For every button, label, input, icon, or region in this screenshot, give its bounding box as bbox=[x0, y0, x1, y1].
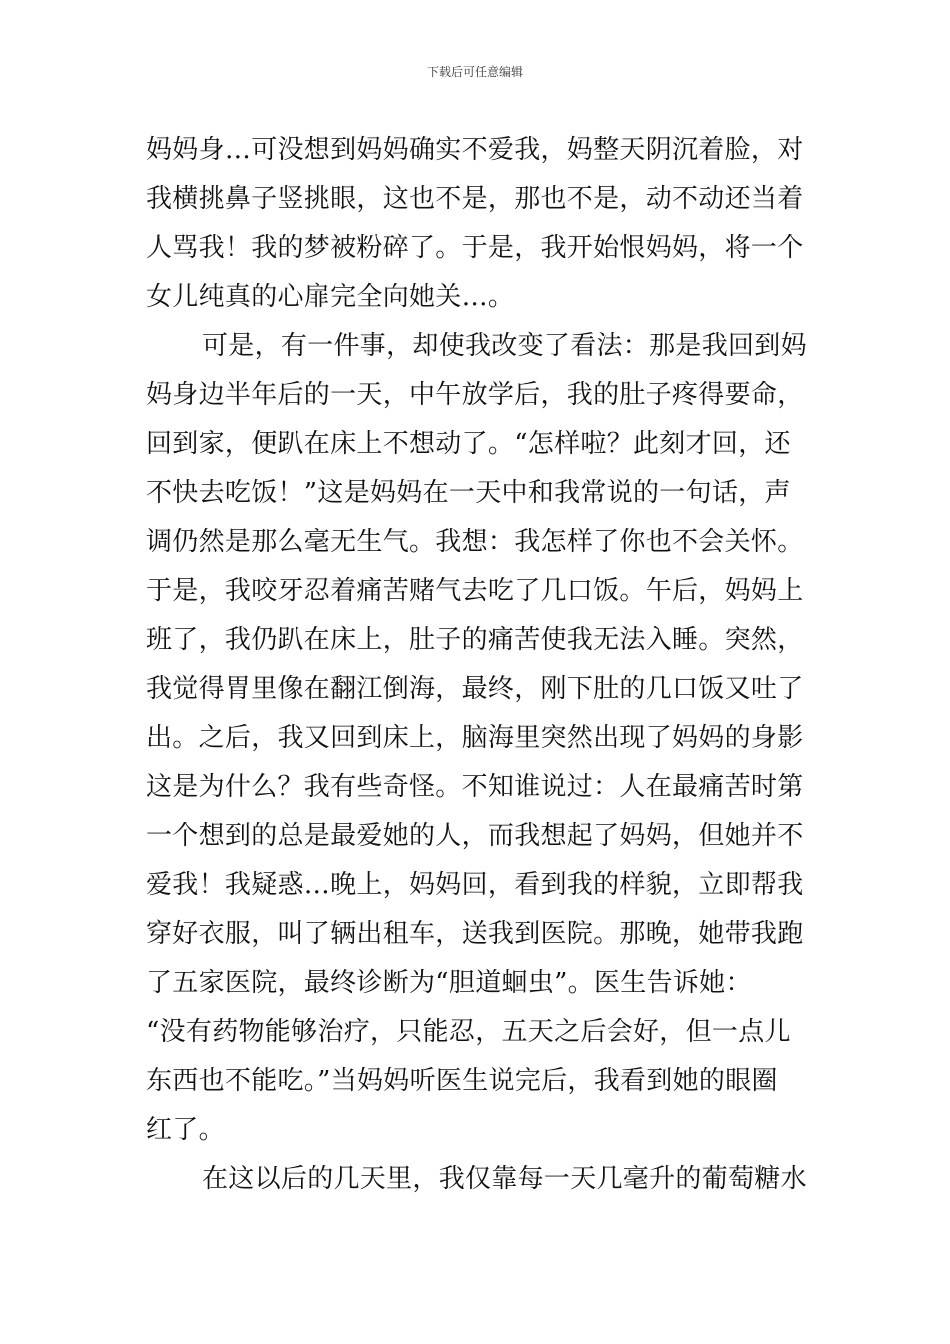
body-text bbox=[146, 126, 810, 1204]
text-line: 出。之后，我又回到床上，脑海里突然出现了妈妈的身影 bbox=[146, 723, 804, 753]
text-line: 了五家医院，最终诊断为“胆道蛔虫”。医生告诉她： bbox=[146, 968, 752, 998]
text-line: 我觉得胃里像在翻江倒海，最终，刚下肚的几口饭又吐了 bbox=[146, 674, 804, 704]
text-line: 爱我！我疑惑…晚上，妈妈回，看到我的样貌，立即帮我 bbox=[146, 870, 804, 900]
text-line: 这是为什么？我有些奇怪。不知谁说过：人在最痛苦时第 bbox=[146, 772, 804, 802]
text-line: 妈妈身…可没想到妈妈确实不爱我，妈整天阴沉着脸，对 bbox=[146, 135, 804, 165]
text-line: 穿好衣服，叫了辆出租车，送我到医院。那晚，她带我跑 bbox=[146, 919, 804, 949]
text-line: 妈身边半年后的一天，中午放学后，我的肚子疼得要命， bbox=[146, 380, 804, 410]
text-line: 一个想到的总是最爱她的人，而我想起了妈妈，但她并不 bbox=[146, 821, 804, 851]
text-line: 女儿纯真的心扉完全向她关…。 bbox=[146, 282, 515, 312]
page-header: 下载后可任意编辑 bbox=[426, 65, 523, 79]
text-line: 调仍然是那么毫无生气。我想：我怎样了你也不会关怀。 bbox=[146, 527, 804, 557]
paragraph-first-line: 在这以后的几天里，我仅靠每一天几毫升的葡萄糖水 bbox=[202, 1164, 807, 1194]
text-line: 不快去吃饭！”这是妈妈在一天中和我常说的一句话，声 bbox=[146, 478, 791, 508]
text-line: 班了，我仍趴在床上，肚子的痛苦使我无法入睡。突然， bbox=[146, 625, 804, 655]
text-line: 东西也不能吃。”当妈妈听医生说完后，我看到她的眼圈 bbox=[146, 1066, 778, 1096]
text-line: 红了。 bbox=[146, 1115, 225, 1145]
text-line: “没有药物能够治疗，只能忍，五天之后会好，但一点儿 bbox=[146, 1017, 791, 1047]
paragraph-first-line: 可是，有一件事，却使我改变了看法：那是我回到妈 bbox=[202, 331, 807, 361]
text-line: 回到家，便趴在床上不想动了。“怎样啦？此刻才回，还 bbox=[146, 429, 791, 459]
text-line: 我横挑鼻子竖挑眼，这也不是，那也不是，动不动还当着 bbox=[146, 184, 804, 214]
text-line: 人骂我！我的梦被粉碎了。于是，我开始恨妈妈，将一个 bbox=[146, 233, 804, 263]
text-line: 于是，我咬牙忍着痛苦赌气去吃了几口饭。午后，妈妈上 bbox=[146, 576, 804, 606]
